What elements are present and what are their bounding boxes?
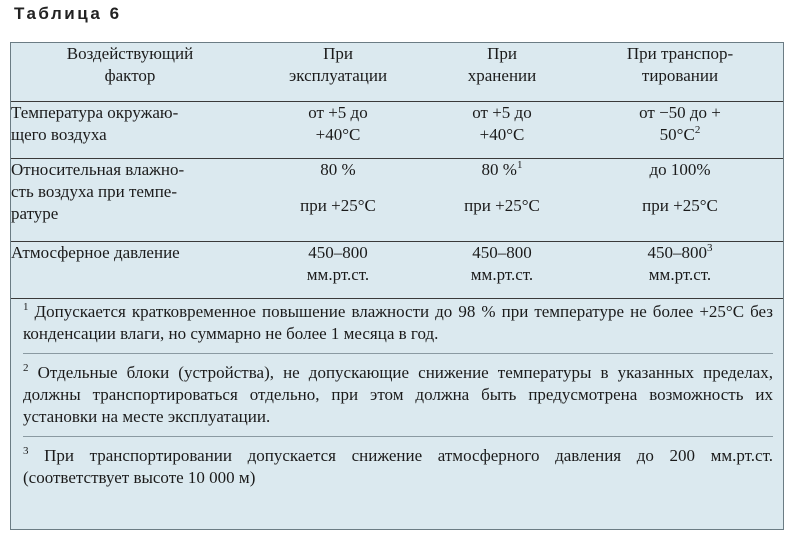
footnote-ref-1: 1 bbox=[516, 159, 523, 171]
footnote-1: $^1$ Допускается кратковременное повышение влажности до 98 % при температуре не более +25°С без конденсации влаги, но суммарно не более 1 месяца в год. bbox=[23, 301, 773, 354]
table-row bbox=[11, 159, 783, 242]
cell-pressure-transport: $450-800^3$ мм.рт.ст. bbox=[577, 242, 783, 299]
table-panel bbox=[10, 42, 784, 530]
table-caption: Таблица 6 bbox=[14, 4, 122, 23]
cell-pressure-exploitation: 450–800 мм.рт.ст. bbox=[249, 242, 427, 299]
footnote-ref-2: 2 bbox=[694, 124, 701, 136]
table-row bbox=[11, 242, 783, 299]
header-exploitation: При эксплуатации bbox=[249, 43, 427, 102]
cell-factor-humidity: Относительная влажно- сть воздуха при темпе- ратуре bbox=[11, 159, 249, 242]
cell-humidity-exploitation: 80 % при +25°С bbox=[249, 159, 427, 242]
header-storage: При хранении bbox=[427, 43, 577, 102]
header-transport: При транспор- тировании bbox=[577, 43, 783, 102]
table-header-row bbox=[11, 43, 783, 102]
footnote-ref-3: 3 bbox=[707, 242, 713, 254]
cell-humidity-storage: 80 %$^1$ при +25°С bbox=[427, 159, 577, 242]
cell-temperature-transport: от −50 до + $50^\circ С^2$ bbox=[577, 102, 783, 159]
table-row bbox=[11, 102, 783, 159]
footnote-3: $^3$ При транспортировании допускается снижение атмосферного давления до 200 мм.рт.ст.(соответствует высоте 10 000 м) bbox=[23, 445, 774, 487]
cell-humidity-transport: до 100% при +25°С bbox=[577, 159, 783, 242]
cell-factor-pressure: Атмосферное давление bbox=[11, 242, 249, 299]
cell-temperature-exploitation: от +5 до +40°С bbox=[249, 102, 427, 159]
cell-factor-temperature: Температура окружаю- щего воздуха bbox=[11, 102, 249, 159]
header-factor: Воздействующий фактор bbox=[11, 43, 249, 102]
footnotes bbox=[23, 301, 773, 505]
conditions-table bbox=[11, 43, 783, 299]
cell-pressure-storage: 450–800 мм.рт.ст. bbox=[427, 242, 577, 299]
footnote-2: $^2$ Отдельные блоки (устройства), не допускающие снижение температуры в указанных пределах, должны транспортироваться отдельно, при этом должна быть предусмотрена возможность их установки на месте эксплуатации. bbox=[23, 362, 773, 437]
cell-temperature-storage: от +5 до +40°С bbox=[427, 102, 577, 159]
